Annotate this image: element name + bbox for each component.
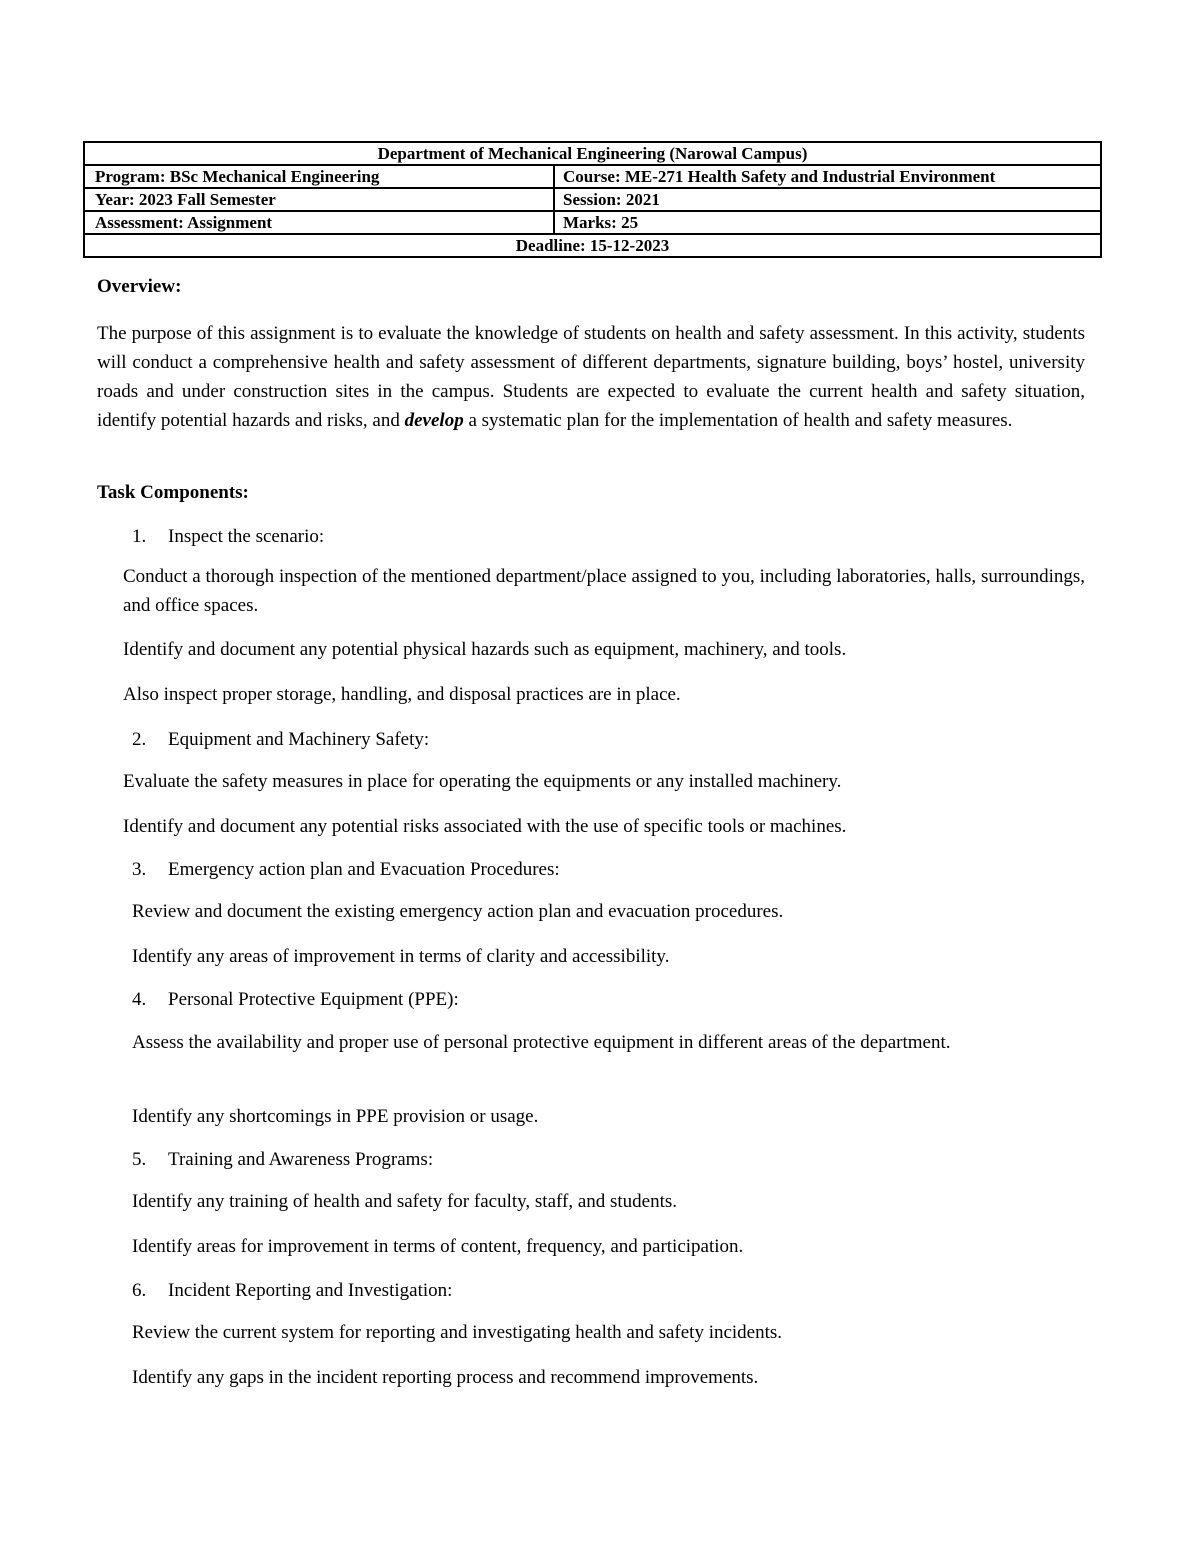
task-number: 4. <box>132 989 147 1010</box>
task-item-emergency <box>132 857 560 883</box>
task-components-heading: Task Components: <box>97 482 249 503</box>
overview-text-start: The purpose of this assignment is to evaluate the knowledge of students on health and safety assessment. In this activity, students will conduct a comprehensive health and safety assessment of different departments, signature building, boys’ hostel, university roads and under construction sites in the campus. Students are expected to evaluate the current health and safety situation, identify potential hazards and risks, and <box>97 323 1085 431</box>
task-number: 1. <box>132 526 147 547</box>
task-number: 6. <box>132 1280 147 1301</box>
year-cell: Year: 2023 Fall Semester <box>84 188 554 211</box>
task-description: Identify any shortcomings in PPE provision or usage. <box>132 1106 539 1127</box>
task-title: Incident Reporting and Investigation: <box>168 1280 453 1301</box>
overview-text-end: a systematic plan for the implementation of health and safety measures. <box>463 410 1013 431</box>
task-description: Identify and document any potential risks associated with the use of specific tools or machines. <box>123 816 847 837</box>
overview-heading: Overview: <box>97 276 182 297</box>
task-description: Review the current system for reporting and investigating health and safety incidents. <box>132 1322 783 1343</box>
course-cell: Course: ME-271 Health Safety and Industrial Environment <box>554 165 1101 188</box>
task-description: Identify areas for improvement in terms of content, frequency, and participation. <box>132 1236 744 1257</box>
task-item-equipment <box>132 727 429 753</box>
document-page <box>83 141 1100 1388</box>
table-row <box>84 165 1101 188</box>
task-description: Identify and document any potential physical hazards such as equipment, machinery, and tools. <box>123 639 847 660</box>
task-number: 5. <box>132 1149 147 1170</box>
task-description: Identify any gaps in the incident reporting process and recommend improvements. <box>132 1367 759 1388</box>
session-cell: Session: 2021 <box>554 188 1101 211</box>
table-row <box>84 188 1101 211</box>
task-description: Conduct a thorough inspection of the mentioned department/place assigned to you, including laboratories, halls, surroundings, and office spaces. <box>123 566 1085 616</box>
overview-paragraph <box>97 319 1085 435</box>
task-item-ppe <box>132 987 459 1013</box>
task-title: Training and Awareness Programs: <box>168 1149 434 1170</box>
task-description: Review and document the existing emergency action plan and evacuation procedures. <box>132 901 784 922</box>
table-row <box>84 234 1101 257</box>
task-item-incident <box>132 1278 452 1304</box>
program-cell: Program: BSc Mechanical Engineering <box>84 165 554 188</box>
task-item-inspect <box>132 524 324 550</box>
task-title: Emergency action plan and Evacuation Procedures: <box>168 859 560 880</box>
task-number: 2. <box>132 729 147 750</box>
table-row <box>84 142 1101 165</box>
task-description: Assess the availability and proper use of personal protective equipment in different areas of the department. <box>132 1032 951 1053</box>
task-description: Identify any areas of improvement in terms of clarity and accessibility. <box>132 946 670 967</box>
task-title: Inspect the scenario: <box>168 526 325 547</box>
course-info-table <box>83 141 1102 258</box>
marks-cell: Marks: 25 <box>554 211 1101 234</box>
task-description: Identify any training of health and safety for faculty, staff, and students. <box>132 1191 678 1212</box>
overview-emphasis: develop <box>404 410 464 431</box>
task-description: Evaluate the safety measures in place for operating the equipments or any installed machinery. <box>123 771 842 792</box>
department-cell: Department of Mechanical Engineering (Narowal Campus) <box>84 142 1101 165</box>
task-title: Equipment and Machinery Safety: <box>168 729 430 750</box>
task-item-training <box>132 1147 433 1173</box>
table-row <box>84 211 1101 234</box>
deadline-cell: Deadline: 15-12-2023 <box>84 234 1101 257</box>
task-number: 3. <box>132 859 147 880</box>
task-description: Also inspect proper storage, handling, and disposal practices are in place. <box>123 684 681 705</box>
task-title: Personal Protective Equipment (PPE): <box>168 989 459 1010</box>
assessment-cell: Assessment: Assignment <box>84 211 554 234</box>
